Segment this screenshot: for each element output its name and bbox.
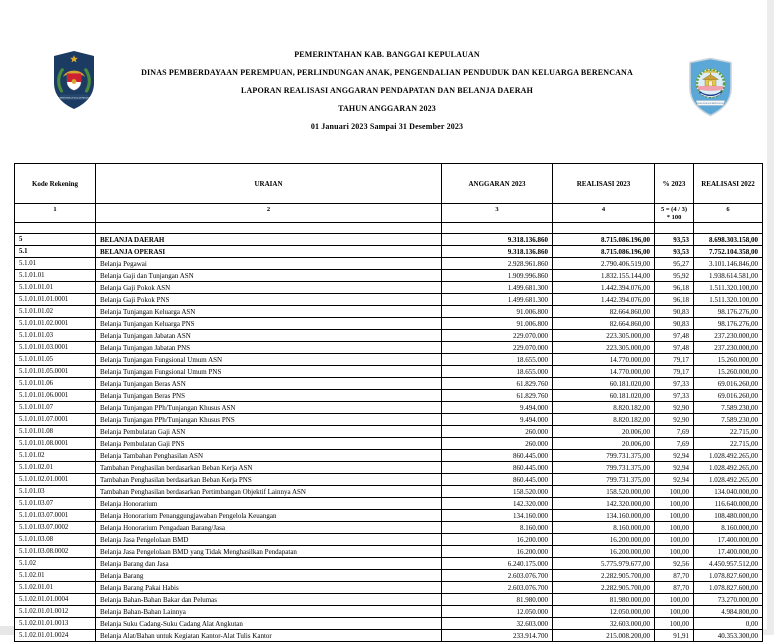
realisasi-2022-cell: 8.160.000,00	[694, 522, 763, 534]
kode-cell: 5.1.01.01.05.0001	[15, 366, 96, 378]
uraian-cell: Belanja Tunjangan PPh/Tunjangan Khusus ASN	[96, 402, 442, 414]
realisasi-2022-cell: 15.260.000,00	[694, 366, 763, 378]
realisasi-2022-cell: 17.400.000,00	[694, 534, 763, 546]
uraian-cell: Belanja Barang Pakai Habis	[96, 582, 442, 594]
realisasi-2022-cell: 237.230.000,00	[694, 330, 763, 342]
realisasi-2022-cell: 15.260.000,00	[694, 354, 763, 366]
kode-cell: 5.1.01.03.08.0002	[15, 546, 96, 558]
uraian-cell: Belanja Honorarium Pengadaan Barang/Jasa	[96, 522, 442, 534]
anggaran-2023-cell: 229.070.000	[442, 330, 553, 342]
kode-cell: 5.1.01.01.02	[15, 306, 96, 318]
kode-cell: 5.1.01.02	[15, 450, 96, 462]
uraian-cell: Belanja Pegawai	[96, 258, 442, 270]
kode-cell: 5.1.01.02.01.0001	[15, 474, 96, 486]
table-row	[15, 582, 763, 594]
realisasi-2023-cell: 1.442.394.076,00	[553, 294, 655, 306]
kode-cell: 5.1.01.01.05	[15, 354, 96, 366]
kode-cell: 5.1.01.02.01	[15, 462, 96, 474]
anggaran-2023-cell: 2.603.076.700	[442, 582, 553, 594]
pct-2023-cell: 100,00	[655, 606, 694, 618]
col-number-1: 1	[15, 204, 96, 223]
table-row	[15, 558, 763, 570]
uraian-cell: Belanja Jasa Pengelolaan BMD yang Tidak Menghasilkan Pendapatan	[96, 546, 442, 558]
kode-cell: 5.1.02.01.01.0024	[15, 630, 96, 642]
table-row	[15, 282, 763, 294]
realisasi-2022-cell: 98.176.276,00	[694, 318, 763, 330]
realisasi-2022-cell: 69.016.260,00	[694, 390, 763, 402]
realisasi-2022-cell: 22.715,00	[694, 426, 763, 438]
anggaran-2023-cell: 158.520.000	[442, 486, 553, 498]
pct-2023-cell: 97,48	[655, 342, 694, 354]
anggaran-2023-cell: 6.240.175.000	[442, 558, 553, 570]
kode-cell: 5.1.01	[15, 258, 96, 270]
header-report-title: LAPORAN REALISASI ANGGARAN PENDAPATAN DAN BELANJA DAERAH	[241, 86, 533, 95]
realisasi-2023-cell: 8.715.086.196,00	[553, 246, 655, 258]
pct-2023-cell: 90,83	[655, 318, 694, 330]
realisasi-2023-cell: 82.664.860,00	[553, 306, 655, 318]
kode-cell: 5.1.01.01.03	[15, 330, 96, 342]
kode-cell: 5.1.02	[15, 558, 96, 570]
realisasi-2023-cell: 8.160.000,00	[553, 522, 655, 534]
anggaran-2023-cell: 61.829.760	[442, 378, 553, 390]
table-row	[15, 618, 763, 630]
realisasi-2023-cell: 82.664.860,00	[553, 318, 655, 330]
table-row	[15, 258, 763, 270]
anggaran-2023-cell: 1.909.996.860	[442, 270, 553, 282]
realisasi-2023-cell: 81.980.000,00	[553, 594, 655, 606]
realisasi-2023-cell: 799.731.375,00	[553, 474, 655, 486]
pct-2023-cell: 92,56	[655, 558, 694, 570]
column-number-row	[15, 204, 763, 223]
table-row	[15, 294, 763, 306]
realisasi-2023-cell: 223.305.000,00	[553, 330, 655, 342]
pct-2023-cell: 92,90	[655, 414, 694, 426]
table-row	[15, 330, 763, 342]
pct-2023-cell: 100,00	[655, 522, 694, 534]
anggaran-2023-cell: 229.070.000	[442, 342, 553, 354]
kode-cell: 5.1	[15, 246, 96, 258]
anggaran-2023-cell: 18.655.000	[442, 366, 553, 378]
realisasi-2023-cell: 142.320.000,00	[553, 498, 655, 510]
anggaran-2023-cell: 142.320.000	[442, 498, 553, 510]
uraian-cell: Belanja Bahan-Bahan Bakar dan Pelumas	[96, 594, 442, 606]
realisasi-2022-cell: 1.511.320.100,00	[694, 294, 763, 306]
realisasi-2022-cell: 4.984.800,00	[694, 606, 763, 618]
table-row	[15, 246, 763, 258]
realisasi-2023-cell: 8.820.182,00	[553, 414, 655, 426]
uraian-cell: Tambahan Penghasilan berdasarkan Beban Kerja PNS	[96, 474, 442, 486]
realisasi-2022-cell: 22.715,00	[694, 438, 763, 450]
uraian-cell: Belanja Tunjangan Jabatan ASN	[96, 330, 442, 342]
col-number-2: 2	[96, 204, 442, 223]
anggaran-2023-cell: 18.655.000	[442, 354, 553, 366]
kode-cell: 5	[15, 234, 96, 246]
realisasi-2023-cell: 16.200.000,00	[553, 534, 655, 546]
uraian-cell: Belanja Jasa Pengelolaan BMD	[96, 534, 442, 546]
uraian-cell: Belanja Barang	[96, 570, 442, 582]
table-row	[15, 354, 763, 366]
realisasi-2023-cell: 16.200.000,00	[553, 546, 655, 558]
pct-2023-cell: 93,53	[655, 246, 694, 258]
budget-table-body	[15, 234, 763, 642]
realisasi-2023-cell: 8.715.086.196,00	[553, 234, 655, 246]
kode-cell: 5.1.01.01.08.0001	[15, 438, 96, 450]
anggaran-2023-cell: 91.006.800	[442, 306, 553, 318]
kode-cell: 5.1.01.01.03.0001	[15, 342, 96, 354]
realisasi-2022-cell: 237.230.000,00	[694, 342, 763, 354]
pct-2023-cell: 90,83	[655, 306, 694, 318]
anggaran-2023-cell: 9.318.136.860	[442, 246, 553, 258]
realisasi-2022-cell: 1.028.492.265,00	[694, 462, 763, 474]
realisasi-2022-cell: 0,00	[694, 618, 763, 630]
realisasi-2022-cell: 7.589.230,00	[694, 414, 763, 426]
kode-cell: 5.1.02.01.01.0012	[15, 606, 96, 618]
realisasi-2022-cell: 1.938.614.581,00	[694, 270, 763, 282]
realisasi-2022-cell: 1.078.827.600,00	[694, 582, 763, 594]
anggaran-2023-cell: 16.200.000	[442, 546, 553, 558]
kode-cell: 5.1.01.01.07.0001	[15, 414, 96, 426]
pct-2023-cell: 100,00	[655, 498, 694, 510]
uraian-cell: Belanja Barang dan Jasa	[96, 558, 442, 570]
kode-cell: 5.1.02.01	[15, 570, 96, 582]
anggaran-2023-cell: 134.160.000	[442, 510, 553, 522]
kode-cell: 5.1.02.01.01.0004	[15, 594, 96, 606]
realisasi-2023-cell: 60.181.020,00	[553, 378, 655, 390]
kode-cell: 5.1.01.03.07.0002	[15, 522, 96, 534]
realisasi-2023-cell: 799.731.375,00	[553, 462, 655, 474]
realisasi-2023-cell: 60.181.020,00	[553, 390, 655, 402]
anggaran-2023-cell: 233.914.700	[442, 630, 553, 642]
pct-2023-cell: 97,33	[655, 378, 694, 390]
svg-text:KEMENTERIAN DALAM NEGERI: KEMENTERIAN DALAM NEGERI	[58, 97, 90, 100]
document-header	[0, 46, 774, 136]
col-number-6: 6	[694, 204, 763, 223]
realisasi-2023-cell: 8.820.182,00	[553, 402, 655, 414]
realisasi-2023-cell: 5.775.979.677,00	[553, 558, 655, 570]
table-row	[15, 234, 763, 246]
kode-cell: 5.1.01.03.07	[15, 498, 96, 510]
pct-2023-cell: 92,94	[655, 450, 694, 462]
uraian-cell: Belanja Tunjangan Jabatan PNS	[96, 342, 442, 354]
uraian-cell: Belanja Gaji dan Tunjangan ASN	[96, 270, 442, 282]
realisasi-2023-cell: 14.770.000,00	[553, 354, 655, 366]
table-row	[15, 534, 763, 546]
pct-2023-cell: 100,00	[655, 534, 694, 546]
anggaran-2023-cell: 9.318.136.860	[442, 234, 553, 246]
uraian-cell: BELANJA OPERASI	[96, 246, 442, 258]
table-row	[15, 342, 763, 354]
realisasi-2023-cell: 2.282.905.700,00	[553, 582, 655, 594]
anggaran-2023-cell: 61.829.760	[442, 390, 553, 402]
table-row	[15, 426, 763, 438]
col-header-uraian: URAIAN	[96, 164, 442, 204]
anggaran-2023-cell: 1.499.681.300	[442, 282, 553, 294]
uraian-cell: Belanja Tunjangan Fungsional Umum ASN	[96, 354, 442, 366]
realisasi-2022-cell: 4.450.957.512,00	[694, 558, 763, 570]
pct-2023-cell: 100,00	[655, 594, 694, 606]
budget-realization-table	[14, 163, 763, 642]
table-row	[15, 402, 763, 414]
uraian-cell: Belanja Tambahan Penghasilan ASN	[96, 450, 442, 462]
pct-2023-cell: 92,94	[655, 462, 694, 474]
realisasi-2023-cell: 14.770.000,00	[553, 366, 655, 378]
col-number-4: 4	[553, 204, 655, 223]
anggaran-2023-cell: 16.200.000	[442, 534, 553, 546]
pct-2023-cell: 100,00	[655, 486, 694, 498]
table-row	[15, 606, 763, 618]
spacer-row	[15, 223, 763, 234]
anggaran-2023-cell: 91.006.800	[442, 318, 553, 330]
uraian-cell: BELANJA DAERAH	[96, 234, 442, 246]
realisasi-2023-cell: 158.520.000,00	[553, 486, 655, 498]
pct-2023-cell: 97,48	[655, 330, 694, 342]
realisasi-2023-cell: 2.790.406.519,00	[553, 258, 655, 270]
realisasi-2022-cell: 116.640.000,00	[694, 498, 763, 510]
table-row	[15, 306, 763, 318]
uraian-cell: Belanja Tunjangan Beras ASN	[96, 378, 442, 390]
pct-2023-cell: 96,18	[655, 294, 694, 306]
uraian-cell: Belanja Pembulatan Gaji PNS	[96, 438, 442, 450]
realisasi-2022-cell: 7.589.230,00	[694, 402, 763, 414]
col-header-pct-2023: % 2023	[655, 164, 694, 204]
kode-cell: 5.1.01.03	[15, 486, 96, 498]
header-fiscal-year: TAHUN ANGGARAN 2023	[338, 104, 436, 113]
anggaran-2023-cell: 860.445.000	[442, 474, 553, 486]
realisasi-2022-cell: 108.480.000,00	[694, 510, 763, 522]
kode-cell: 5.1.01.01	[15, 270, 96, 282]
realisasi-2022-cell: 8.698.303.158,00	[694, 234, 763, 246]
pct-2023-cell: 87,70	[655, 582, 694, 594]
kode-cell: 5.1.02.01.01	[15, 582, 96, 594]
realisasi-2022-cell: 17.400.000,00	[694, 546, 763, 558]
pct-2023-cell: 91,91	[655, 630, 694, 642]
pct-2023-cell: 100,00	[655, 618, 694, 630]
pct-2023-cell: 100,00	[655, 510, 694, 522]
kode-cell: 5.1.02.01.01.0013	[15, 618, 96, 630]
pct-2023-cell: 100,00	[655, 546, 694, 558]
banggai-kepulauan-logo-icon	[688, 57, 733, 117]
anggaran-2023-cell: 8.160.000	[442, 522, 553, 534]
realisasi-2023-cell: 134.160.000,00	[553, 510, 655, 522]
uraian-cell: Belanja Honorarium Penanggungjawaban Pengelola Keuangan	[96, 510, 442, 522]
table-row	[15, 366, 763, 378]
pct-2023-cell: 87,70	[655, 570, 694, 582]
table-row	[15, 546, 763, 558]
uraian-cell: Belanja Pembulatan Gaji ASN	[96, 426, 442, 438]
pct-2023-cell: 79,17	[655, 366, 694, 378]
anggaran-2023-cell: 2.928.961.860	[442, 258, 553, 270]
svg-text:KAB. BANGGAI KEPULAUAN: KAB. BANGGAI KEPULAUAN	[697, 103, 724, 105]
table-row	[15, 450, 763, 462]
pct-2023-cell: 95,27	[655, 258, 694, 270]
pct-2023-cell: 7,69	[655, 426, 694, 438]
realisasi-2022-cell: 73.270.000,00	[694, 594, 763, 606]
pct-2023-cell: 79,17	[655, 354, 694, 366]
pct-2023-cell: 95,92	[655, 270, 694, 282]
anggaran-2023-cell: 12.050.000	[442, 606, 553, 618]
realisasi-2022-cell: 7.752.104.358,00	[694, 246, 763, 258]
table-row	[15, 570, 763, 582]
uraian-cell: Belanja Honorarium	[96, 498, 442, 510]
table-row	[15, 510, 763, 522]
table-row	[15, 474, 763, 486]
realisasi-2023-cell: 215.008.200,00	[553, 630, 655, 642]
uraian-cell: Belanja Gaji Pokok PNS	[96, 294, 442, 306]
realisasi-2022-cell: 3.101.146.846,00	[694, 258, 763, 270]
anggaran-2023-cell: 81.980.000	[442, 594, 553, 606]
anggaran-2023-cell: 9.494.000	[442, 402, 553, 414]
uraian-cell: Belanja Tunjangan Keluarga ASN	[96, 306, 442, 318]
realisasi-2023-cell: 1.832.155.144,00	[553, 270, 655, 282]
table-row	[15, 378, 763, 390]
anggaran-2023-cell: 860.445.000	[442, 462, 553, 474]
anggaran-2023-cell: 32.603.000	[442, 618, 553, 630]
realisasi-2023-cell: 32.603.000,00	[553, 618, 655, 630]
table-row	[15, 522, 763, 534]
kode-cell: 5.1.01.01.07	[15, 402, 96, 414]
pct-2023-cell: 93,53	[655, 234, 694, 246]
anggaran-2023-cell: 1.499.681.300	[442, 294, 553, 306]
header-government-name: PEMERINTAHAN KAB. BANGGAI KEPULAUAN	[294, 50, 480, 59]
anggaran-2023-cell: 260.000	[442, 438, 553, 450]
anggaran-2023-cell: 9.494.000	[442, 414, 553, 426]
table-row	[15, 486, 763, 498]
uraian-cell: Belanja Tunjangan Keluarga PNS	[96, 318, 442, 330]
col-header-kode-rekening: Kode Rekening	[15, 164, 96, 204]
realisasi-2022-cell: 40.353.300,00	[694, 630, 763, 642]
col-header-realisasi-2023: REALISASI 2023	[553, 164, 655, 204]
realisasi-2023-cell: 1.442.394.076,00	[553, 282, 655, 294]
kode-cell: 5.1.01.01.01.0001	[15, 294, 96, 306]
table-row	[15, 498, 763, 510]
table-header-row	[15, 164, 763, 204]
realisasi-2022-cell: 134.040.000,00	[694, 486, 763, 498]
uraian-cell: Tambahan Penghasilan berdasarkan Beban Kerja ASN	[96, 462, 442, 474]
uraian-cell: Belanja Tunjangan Beras PNS	[96, 390, 442, 402]
uraian-cell: Belanja Tunjangan PPh/Tunjangan Khusus PNS	[96, 414, 442, 426]
kode-cell: 5.1.01.03.07.0001	[15, 510, 96, 522]
kode-cell: 5.1.01.01.08	[15, 426, 96, 438]
realisasi-2023-cell: 20.006,00	[553, 426, 655, 438]
realisasi-2022-cell: 1.511.320.100,00	[694, 282, 763, 294]
uraian-cell: Belanja Tunjangan Fungsional Umum PNS	[96, 366, 442, 378]
col-header-realisasi-2022: REALISASI 2022	[694, 164, 763, 204]
uraian-cell: Belanja Bahan-Bahan Lainnya	[96, 606, 442, 618]
table-row	[15, 462, 763, 474]
pct-2023-cell: 7,69	[655, 438, 694, 450]
table-row	[15, 270, 763, 282]
anggaran-2023-cell: 260.000	[442, 426, 553, 438]
kode-cell: 5.1.01.03.08	[15, 534, 96, 546]
table-row	[15, 390, 763, 402]
col-number-3: 3	[442, 204, 553, 223]
realisasi-2022-cell: 1.028.492.265,00	[694, 474, 763, 486]
pct-2023-cell: 97,33	[655, 390, 694, 402]
uraian-cell: Belanja Gaji Pokok ASN	[96, 282, 442, 294]
kode-cell: 5.1.01.01.01	[15, 282, 96, 294]
col-header-anggaran-2023: ANGGARAN 2023	[442, 164, 553, 204]
realisasi-2022-cell: 1.078.827.600,00	[694, 570, 763, 582]
pct-2023-cell: 92,94	[655, 474, 694, 486]
col-number-5: 5 = (4 / 3) * 100	[655, 204, 694, 223]
uraian-cell: Belanja Alat/Bahan untuk Kegiatan Kantor-Alat Tulis Kantor	[96, 630, 442, 642]
table-row	[15, 414, 763, 426]
table-row	[15, 630, 763, 642]
table-row	[15, 438, 763, 450]
anggaran-2023-cell: 860.445.000	[442, 450, 553, 462]
uraian-cell: Belanja Suku Cadang-Suku Cadang Alat Angkutan	[96, 618, 442, 630]
kode-cell: 5.1.01.01.06.0001	[15, 390, 96, 402]
table-row	[15, 594, 763, 606]
realisasi-2023-cell: 20.006,00	[553, 438, 655, 450]
header-period: 01 Januari 2023 Sampai 31 Desember 2023	[310, 122, 464, 131]
uraian-cell: Tambahan Penghasilan berdasarkan Pertimbangan Objektif Lainnya ASN	[96, 486, 442, 498]
kode-cell: 5.1.01.01.06	[15, 378, 96, 390]
realisasi-2022-cell: 69.016.260,00	[694, 378, 763, 390]
realisasi-2023-cell: 799.731.375,00	[553, 450, 655, 462]
pct-2023-cell: 96,18	[655, 282, 694, 294]
pct-2023-cell: 92,90	[655, 402, 694, 414]
table-row	[15, 318, 763, 330]
realisasi-2022-cell: 1.028.492.265,00	[694, 450, 763, 462]
header-agency-name: DINAS PEMBERDAYAAN PEREMPUAN, PERLINDUNGAN ANAK, PENGENDALIAN PENDUDUK DAN KELUARGA BERENCANA	[141, 68, 633, 77]
anggaran-2023-cell: 2.603.076.700	[442, 570, 553, 582]
realisasi-2023-cell: 2.282.905.700,00	[553, 570, 655, 582]
kode-cell: 5.1.01.01.02.0001	[15, 318, 96, 330]
realisasi-2023-cell: 12.050.000,00	[553, 606, 655, 618]
realisasi-2023-cell: 223.305.000,00	[553, 342, 655, 354]
realisasi-2022-cell: 98.176.276,00	[694, 306, 763, 318]
